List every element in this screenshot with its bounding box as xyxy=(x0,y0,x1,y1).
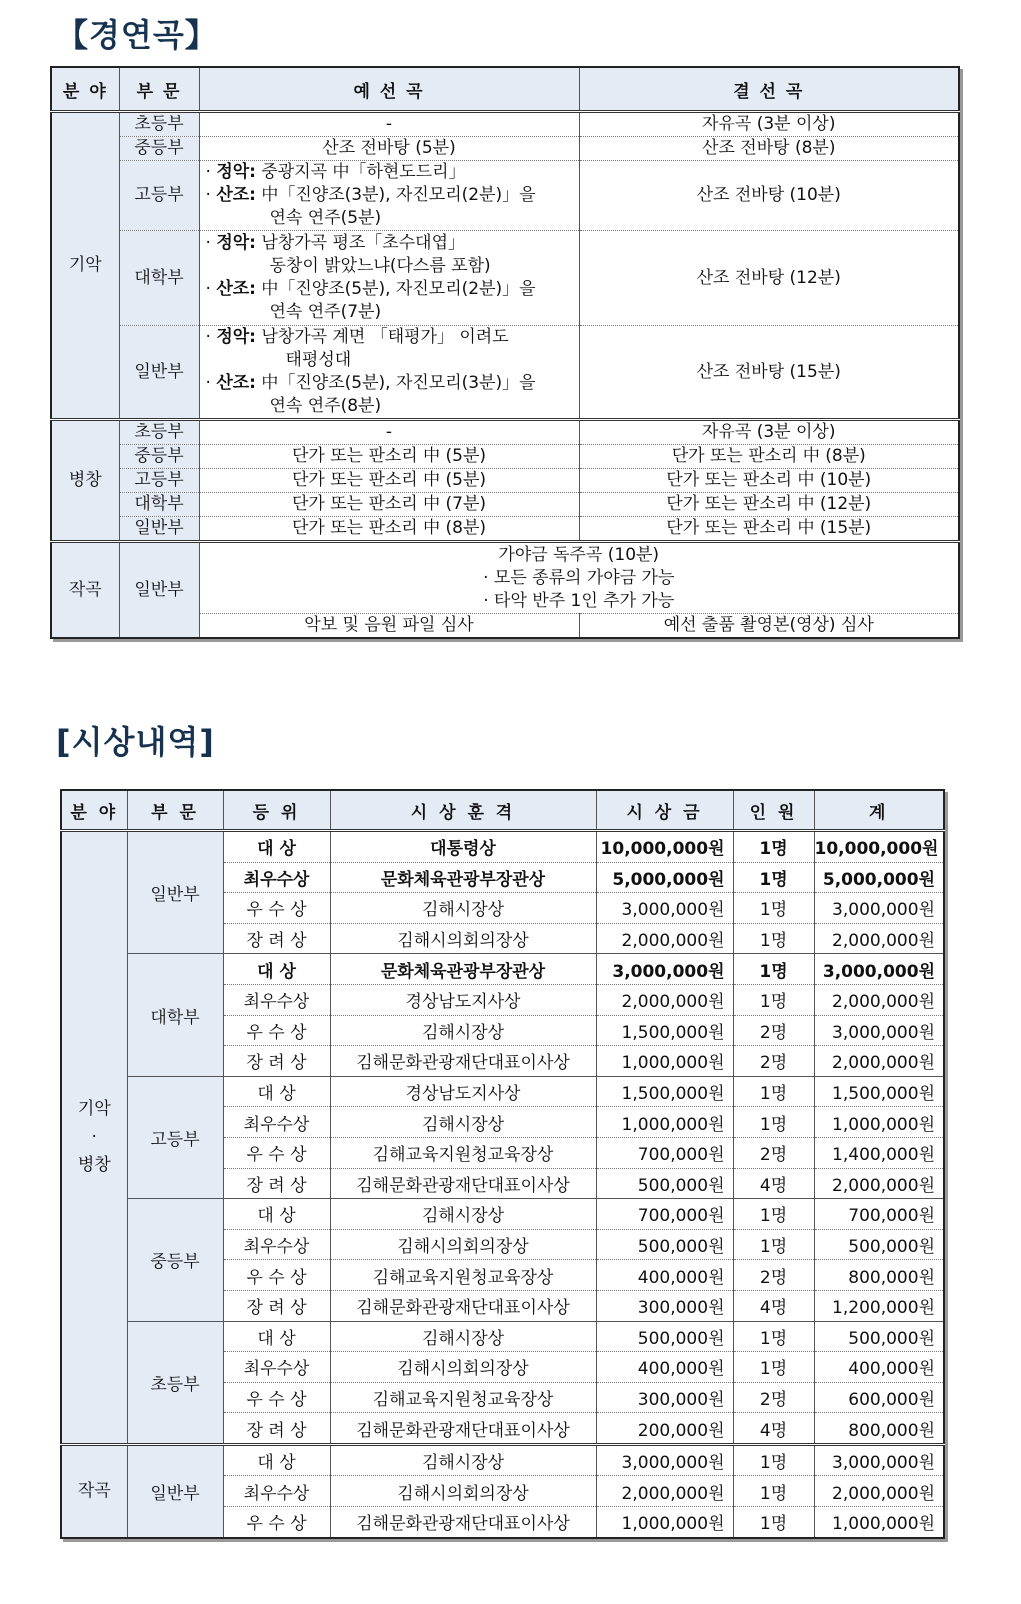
final-cell: 자유곡 (3분 이상) xyxy=(579,420,959,445)
rank-cell: 우 수 상 xyxy=(223,1507,330,1538)
award-title-cell: 김해시장상 xyxy=(330,1444,596,1476)
rank-cell: 최우수상 xyxy=(223,862,330,893)
preliminary-cell: 단가 또는 판소리 中 (7분) xyxy=(199,493,579,517)
rank-cell: 최우수상 xyxy=(223,1107,330,1138)
total-cell: 1,200,000원 xyxy=(814,1290,944,1321)
total-cell: 10,000,000원 xyxy=(814,831,944,863)
total-cell: 800,000원 xyxy=(814,1260,944,1291)
award-row xyxy=(61,1199,944,1230)
count-cell: 1명 xyxy=(733,1321,814,1352)
total-cell: 500,000원 xyxy=(814,1321,944,1352)
header-award-title: 시 상 훈 격 xyxy=(330,790,596,831)
award-row xyxy=(61,1444,944,1476)
award-title-cell: 김해시의회의장상 xyxy=(330,1229,596,1260)
prize-money-cell: 400,000원 xyxy=(596,1352,733,1383)
awards-table-body xyxy=(61,831,944,1538)
piece-label: 정악: xyxy=(216,327,256,347)
division-cell: 일반부 xyxy=(119,517,199,542)
competition-row xyxy=(51,326,959,420)
count-cell: 2명 xyxy=(733,1015,814,1046)
rank-cell: 대 상 xyxy=(223,954,330,985)
preliminary-cell: 단가 또는 판소리 中 (8분) xyxy=(199,517,579,542)
division-cell: 고등부 xyxy=(127,1076,223,1198)
prize-money-cell: 1,000,000원 xyxy=(596,1107,733,1138)
award-title-cell: 김해문화관광재단대표이사상 xyxy=(330,1507,596,1538)
competition-row xyxy=(51,112,959,137)
total-cell: 500,000원 xyxy=(814,1229,944,1260)
piece-label: 정악: xyxy=(216,162,256,182)
composition-line: · 타악 반주 1인 추가 가능 xyxy=(483,590,675,611)
award-title-cell: 김해시장상 xyxy=(330,1321,596,1352)
preliminary-cell xyxy=(199,326,579,420)
division-cell: 일반부 xyxy=(119,542,199,639)
preliminary-continuation: 연속 연주(8분) xyxy=(269,396,382,416)
award-title-cell: 김해문화관광재단대표이사상 xyxy=(330,1290,596,1321)
count-cell: 1명 xyxy=(733,923,814,954)
division-cell: 대학부 xyxy=(119,493,199,517)
preliminary-line xyxy=(206,184,579,207)
total-cell: 1,500,000원 xyxy=(814,1076,944,1107)
piece-text: 中「진양조(5분), 자진모리(3분)」을 xyxy=(261,373,536,393)
count-cell: 1명 xyxy=(733,1107,814,1138)
preliminary-cell xyxy=(199,161,579,231)
award-title-cell: 김해시장상 xyxy=(330,1015,596,1046)
award-title-cell: 김해시장상 xyxy=(330,1107,596,1138)
final-cell: 단가 또는 판소리 中 (15분) xyxy=(579,517,959,542)
competition-row xyxy=(51,493,959,517)
prize-money-cell: 1,000,000원 xyxy=(596,1046,733,1077)
prize-money-cell: 3,000,000원 xyxy=(596,954,733,985)
piece-text: 남창가곡 계면 「태평가」 이려도 xyxy=(261,327,509,347)
award-title-cell: 문화체육관광부장관상 xyxy=(330,954,596,985)
competition-row xyxy=(51,420,959,445)
preliminary-judging-cell: 악보 및 음원 파일 심사 xyxy=(199,614,579,639)
prize-money-cell: 5,000,000원 xyxy=(596,862,733,893)
award-title-cell: 김해문화관광재단대표이사상 xyxy=(330,1168,596,1199)
prize-money-cell: 500,000원 xyxy=(596,1321,733,1352)
prize-money-cell: 500,000원 xyxy=(596,1168,733,1199)
rank-cell: 최우수상 xyxy=(223,1229,330,1260)
count-cell: 4명 xyxy=(733,1413,814,1445)
competition-row xyxy=(51,517,959,542)
award-title-cell: 김해시의회의장상 xyxy=(330,1476,596,1507)
field-cell: 작곡 xyxy=(51,542,119,639)
bullet-mark: · xyxy=(205,327,211,347)
rank-cell: 우 수 상 xyxy=(223,1260,330,1291)
header-field: 분 야 xyxy=(61,790,127,831)
prize-money-cell: 700,000원 xyxy=(596,1137,733,1168)
bullet-mark: · xyxy=(205,185,211,205)
division-cell: 중등부 xyxy=(127,1199,223,1321)
award-row xyxy=(61,1321,944,1352)
preliminary-continuation: 동창이 밝았느냐(다스름 포함) xyxy=(269,256,491,276)
rank-cell: 장 려 상 xyxy=(223,1290,330,1321)
award-title-cell: 김해시의회의장상 xyxy=(330,1352,596,1383)
total-cell: 1,000,000원 xyxy=(814,1507,944,1538)
header-field: 분 야 xyxy=(51,67,119,112)
rank-cell: 장 려 상 xyxy=(223,1413,330,1445)
count-cell: 2명 xyxy=(733,1382,814,1413)
division-cell: 초등부 xyxy=(119,420,199,445)
composition-piece-cell xyxy=(199,542,959,614)
division-cell: 초등부 xyxy=(127,1321,223,1444)
count-cell: 2명 xyxy=(733,1260,814,1291)
bullet-mark: · xyxy=(205,279,211,299)
total-cell: 3,000,000원 xyxy=(814,1444,944,1476)
preliminary-continuation: 연속 연주(5분) xyxy=(269,208,382,228)
header-division: 부 문 xyxy=(119,67,199,112)
total-cell: 5,000,000원 xyxy=(814,862,944,893)
rank-cell: 대 상 xyxy=(223,1199,330,1230)
total-cell: 3,000,000원 xyxy=(814,893,944,924)
final-cell: 산조 전바탕 (8분) xyxy=(579,137,959,161)
award-title-cell: 경상남도지사상 xyxy=(330,1076,596,1107)
header-prize-money: 시 상 금 xyxy=(596,790,733,831)
count-cell: 1명 xyxy=(733,1199,814,1230)
piece-label: 정악: xyxy=(216,233,256,253)
division-cell: 중등부 xyxy=(119,137,199,161)
preliminary-continuation: 연속 연주(7분) xyxy=(269,302,382,322)
count-cell: 1명 xyxy=(733,1476,814,1507)
final-judging-cell: 예선 출품 촬영본(영상) 심사 xyxy=(579,614,959,639)
total-cell: 700,000원 xyxy=(814,1199,944,1230)
field-cell: 병창 xyxy=(51,420,119,542)
rank-cell: 최우수상 xyxy=(223,984,330,1015)
prize-money-cell: 1,000,000원 xyxy=(596,1507,733,1538)
count-cell: 1명 xyxy=(733,1229,814,1260)
division-cell: 고등부 xyxy=(119,469,199,493)
division-cell: 대학부 xyxy=(127,954,223,1076)
header-preliminary: 예 선 곡 xyxy=(199,67,579,112)
award-title-cell: 김해시장상 xyxy=(330,893,596,924)
piece-text: 중광지곡 中「하현도드리」 xyxy=(261,162,466,182)
piece-label: 산조: xyxy=(216,185,256,205)
prize-money-cell: 400,000원 xyxy=(596,1260,733,1291)
total-cell: 2,000,000원 xyxy=(814,1046,944,1077)
award-title-cell: 김해문화관광재단대표이사상 xyxy=(330,1046,596,1077)
composition-line: · 모든 종류의 가야금 가능 xyxy=(483,567,675,588)
prize-money-cell: 3,000,000원 xyxy=(596,1444,733,1476)
count-cell: 1명 xyxy=(733,984,814,1015)
final-cell: 산조 전바탕 (12분) xyxy=(579,231,959,326)
preliminary-cell xyxy=(199,231,579,326)
competition-row xyxy=(51,542,959,614)
piece-label: 산조: xyxy=(216,373,256,393)
division-cell: 일반부 xyxy=(127,831,223,954)
preliminary-cell: 단가 또는 판소리 中 (5분) xyxy=(199,445,579,469)
total-cell: 400,000원 xyxy=(814,1352,944,1383)
competition-row xyxy=(51,137,959,161)
prize-money-cell: 2,000,000원 xyxy=(596,984,733,1015)
competition-table-body xyxy=(51,112,959,639)
competition-section-title: 【경연곡】 xyxy=(56,16,218,54)
count-cell: 1명 xyxy=(733,1507,814,1538)
preliminary-cell: 산조 전바탕 (5분) xyxy=(199,137,579,161)
piece-text: 中「진양조(3분), 자진모리(2분)」을 xyxy=(261,185,536,205)
competition-row xyxy=(51,161,959,231)
award-title-cell: 김해교육지원청교육장상 xyxy=(330,1260,596,1291)
bullet-mark: · xyxy=(205,162,211,182)
award-title-cell: 김해시의회의장상 xyxy=(330,923,596,954)
award-title-cell: 김해시장상 xyxy=(330,1199,596,1230)
count-cell: 1명 xyxy=(733,831,814,863)
header-rank: 등 위 xyxy=(223,790,330,831)
preliminary-cell: - xyxy=(199,420,579,445)
count-cell: 2명 xyxy=(733,1137,814,1168)
rank-cell: 최우수상 xyxy=(223,1352,330,1383)
field-cell: 작곡 xyxy=(61,1444,127,1537)
prize-money-cell: 1,500,000원 xyxy=(596,1015,733,1046)
awards-section-title: [시상내역] xyxy=(56,723,215,761)
prize-money-cell: 700,000원 xyxy=(596,1199,733,1230)
composition-line: 가야금 독주곡 (10분) xyxy=(498,544,660,565)
header-final: 결 선 곡 xyxy=(579,67,959,112)
division-cell: 일반부 xyxy=(127,1444,223,1537)
field-cell: 기악 · 병창 xyxy=(61,831,127,1445)
award-row xyxy=(61,1076,944,1107)
total-cell: 1,400,000원 xyxy=(814,1137,944,1168)
count-cell: 1명 xyxy=(733,1076,814,1107)
total-cell: 1,000,000원 xyxy=(814,1107,944,1138)
prize-money-cell: 300,000원 xyxy=(596,1382,733,1413)
count-cell: 4명 xyxy=(733,1168,814,1199)
total-cell: 800,000원 xyxy=(814,1413,944,1445)
final-cell: 자유곡 (3분 이상) xyxy=(579,112,959,137)
rank-cell: 장 려 상 xyxy=(223,1046,330,1077)
total-cell: 2,000,000원 xyxy=(814,923,944,954)
competition-row xyxy=(51,445,959,469)
count-cell: 1명 xyxy=(733,954,814,985)
count-cell: 1명 xyxy=(733,862,814,893)
rank-cell: 우 수 상 xyxy=(223,1137,330,1168)
award-title-cell: 문화체육관광부장관상 xyxy=(330,862,596,893)
preliminary-line xyxy=(206,326,579,349)
total-cell: 2,000,000원 xyxy=(814,1476,944,1507)
prize-money-cell: 300,000원 xyxy=(596,1290,733,1321)
count-cell: 4명 xyxy=(733,1290,814,1321)
prize-money-cell: 3,000,000원 xyxy=(596,893,733,924)
division-cell: 일반부 xyxy=(119,326,199,420)
rank-cell: 대 상 xyxy=(223,1321,330,1352)
count-cell: 1명 xyxy=(733,893,814,924)
award-title-cell: 대통령상 xyxy=(330,831,596,863)
final-cell: 단가 또는 판소리 中 (12분) xyxy=(579,493,959,517)
rank-cell: 대 상 xyxy=(223,831,330,863)
final-cell: 산조 전바탕 (10분) xyxy=(579,161,959,231)
award-title-cell: 김해교육지원청교육장상 xyxy=(330,1137,596,1168)
total-cell: 3,000,000원 xyxy=(814,954,944,985)
final-cell: 단가 또는 판소리 中 (8분) xyxy=(579,445,959,469)
prize-money-cell: 1,500,000원 xyxy=(596,1076,733,1107)
award-title-cell: 김해문화관광재단대표이사상 xyxy=(330,1413,596,1445)
count-cell: 1명 xyxy=(733,1444,814,1476)
total-cell: 2,000,000원 xyxy=(814,1168,944,1199)
preliminary-line xyxy=(206,278,579,301)
preliminary-line xyxy=(206,161,579,184)
rank-cell: 대 상 xyxy=(223,1076,330,1107)
competition-row xyxy=(51,469,959,493)
rank-cell: 우 수 상 xyxy=(223,1382,330,1413)
competition-row xyxy=(51,231,959,326)
prize-money-cell: 2,000,000원 xyxy=(596,1476,733,1507)
awards-header-row xyxy=(61,790,944,831)
competition-pieces-table xyxy=(50,66,960,639)
prize-money-cell: 200,000원 xyxy=(596,1413,733,1445)
award-title-cell: 경상남도지사상 xyxy=(330,984,596,1015)
award-row xyxy=(61,954,944,985)
rank-cell: 우 수 상 xyxy=(223,1015,330,1046)
final-cell: 단가 또는 판소리 中 (10분) xyxy=(579,469,959,493)
field-cell: 기악 xyxy=(51,112,119,420)
awards-table xyxy=(60,789,945,1539)
final-cell: 산조 전바탕 (15분) xyxy=(579,326,959,420)
division-cell: 중등부 xyxy=(119,445,199,469)
division-cell: 고등부 xyxy=(119,161,199,231)
preliminary-continuation: 태평성대 xyxy=(285,350,352,370)
count-cell: 2명 xyxy=(733,1046,814,1077)
preliminary-cell: 단가 또는 판소리 中 (5분) xyxy=(199,469,579,493)
prize-money-cell: 10,000,000원 xyxy=(596,831,733,863)
piece-text: 남창가곡 평조「초수대엽」 xyxy=(261,233,465,253)
division-cell: 대학부 xyxy=(119,231,199,326)
total-cell: 3,000,000원 xyxy=(814,1015,944,1046)
bullet-mark: · xyxy=(205,373,211,393)
preliminary-cell: - xyxy=(199,112,579,137)
rank-cell: 장 려 상 xyxy=(223,1168,330,1199)
header-count: 인 원 xyxy=(733,790,814,831)
total-cell: 2,000,000원 xyxy=(814,984,944,1015)
header-division: 부 문 xyxy=(127,790,223,831)
rank-cell: 대 상 xyxy=(223,1444,330,1476)
preliminary-line xyxy=(206,232,579,255)
piece-text: 中「진양조(5분), 자진모리(2분)」을 xyxy=(261,279,536,299)
prize-money-cell: 2,000,000원 xyxy=(596,923,733,954)
count-cell: 1명 xyxy=(733,1352,814,1383)
rank-cell: 최우수상 xyxy=(223,1476,330,1507)
award-row xyxy=(61,831,944,863)
piece-label: 산조: xyxy=(216,279,256,299)
rank-cell: 장 려 상 xyxy=(223,923,330,954)
total-cell: 600,000원 xyxy=(814,1382,944,1413)
rank-cell: 우 수 상 xyxy=(223,893,330,924)
bullet-mark: · xyxy=(205,233,211,253)
prize-money-cell: 500,000원 xyxy=(596,1229,733,1260)
competition-header-row xyxy=(51,67,959,112)
header-total: 계 xyxy=(814,790,944,831)
division-cell: 초등부 xyxy=(119,112,199,137)
award-title-cell: 김해교육지원청교육장상 xyxy=(330,1382,596,1413)
preliminary-line xyxy=(206,372,579,395)
